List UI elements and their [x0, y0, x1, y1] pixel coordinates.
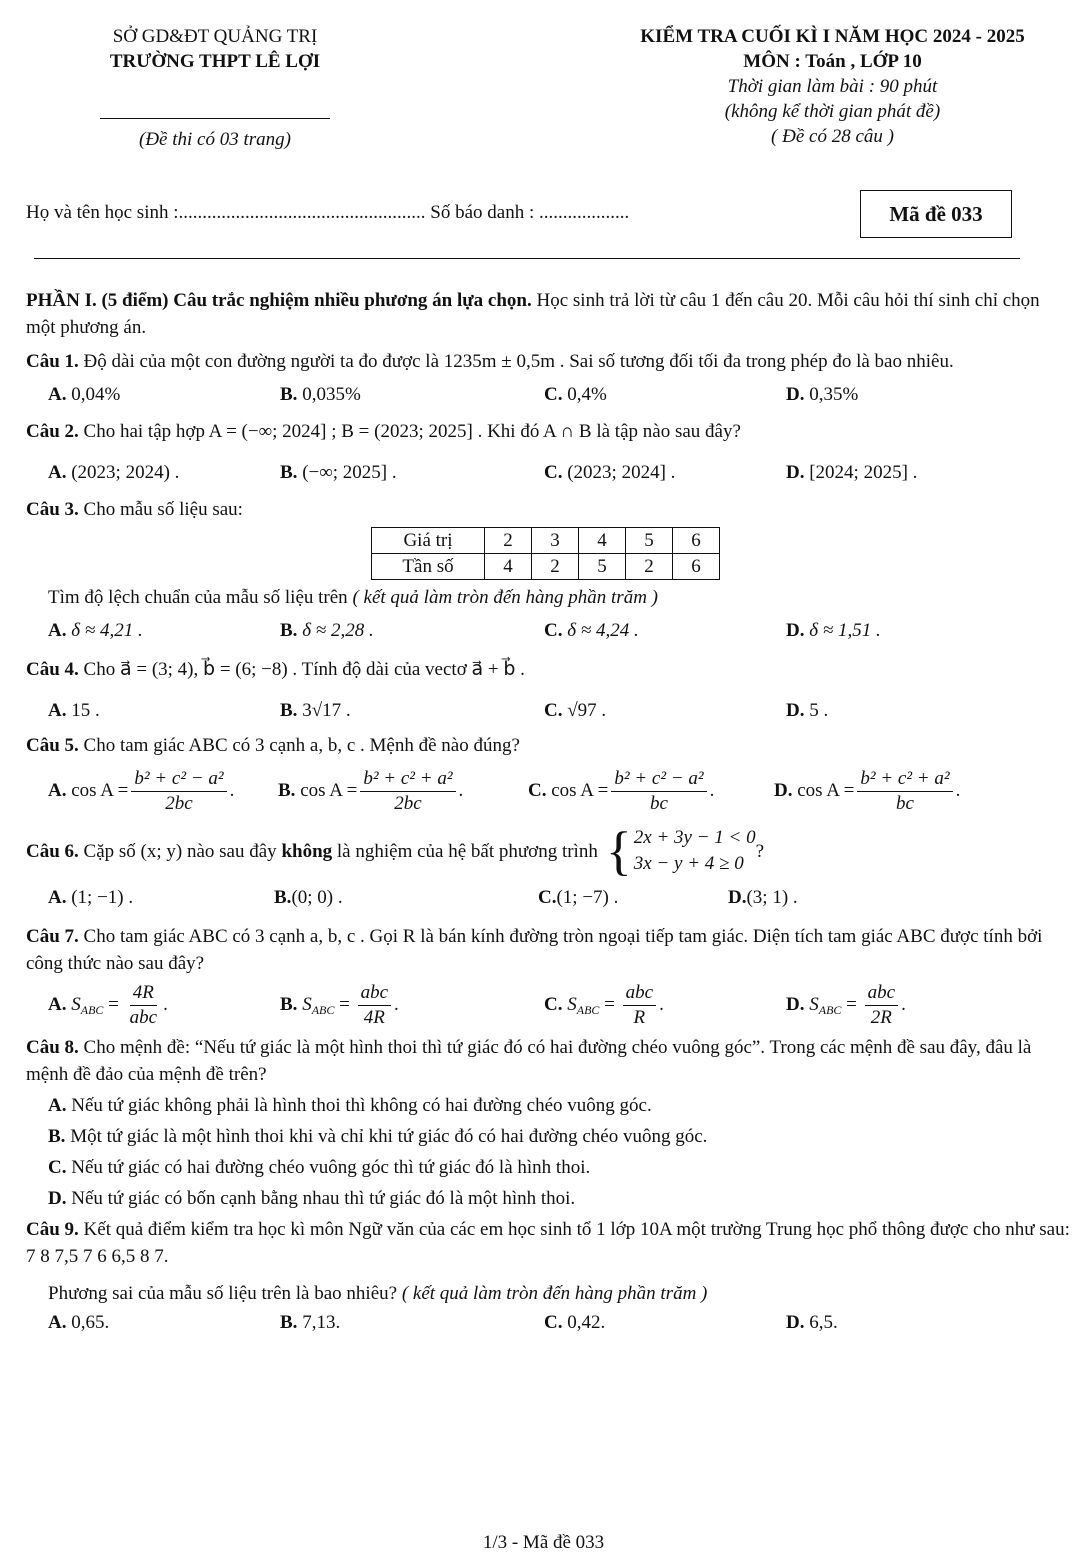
page-footer: 1/3 - Mã đề 033 [482, 1532, 605, 1553]
question-text: Cho mệnh đề: “Nếu tứ giác là một hình thoi thì tứ giác đó có hai đường chéo vuông góc”. Trong các mệnh đề sau đây, đâu là mệnh đề đảo của mệnh đề trên? [26, 1037, 1032, 1085]
question-label: Câu 6. [26, 840, 79, 862]
option-b[interactable]: B. 7,13. [280, 1312, 341, 1333]
emphasis-not: không [281, 840, 333, 862]
answer-options [26, 697, 1072, 724]
table-cell: 4 [579, 528, 626, 554]
question-6 [26, 821, 1072, 911]
question-3 [26, 496, 1072, 644]
inequality-system [605, 821, 756, 881]
part1-title: PHẦN I. (5 điểm) Câu trắc nghiệm nhiều phương án lựa chọn. [26, 290, 532, 311]
option-b[interactable]: B. (−∞; 2025] . [280, 462, 397, 483]
option-c[interactable]: C.(1; −7) . [538, 887, 619, 908]
option-c[interactable]: C. (2023; 2024] . [544, 462, 676, 483]
option-d[interactable]: D.(3; 1) . [728, 887, 798, 908]
question-label: Câu 1. [26, 351, 79, 372]
option-a[interactable]: A. 0,04% [48, 384, 121, 405]
rounding-note: ( kết quả làm tròn đến hàng phần trăm ) [352, 587, 658, 608]
header-right [580, 24, 1085, 149]
exam-time-note: (không kể thời gian phát đề) [724, 101, 941, 122]
header-divider [100, 118, 330, 119]
question-label: Câu 9. [26, 1219, 79, 1240]
question-5 [26, 732, 1072, 816]
option-c[interactable]: C. √97 . [544, 700, 607, 721]
option-b[interactable]: B. δ ≈ 2,28 . [280, 620, 374, 641]
question-text: Cho a⃗ = (3; 4), b⃗ = (6; −8) . Tính độ dài của vectơ a⃗ + b⃗ . [78, 659, 525, 680]
option-b[interactable]: B. cos A = $\frac{\text{b² + c² + a²}}{2bc}$ . [278, 768, 464, 814]
question-label: Câu 4. [26, 659, 79, 680]
option-c[interactable]: C. 0,4% [544, 384, 607, 405]
option-a[interactable]: A. (1; −1) . [48, 887, 134, 908]
question-8 [26, 1034, 1072, 1212]
question-text: Kết quả điểm kiểm tra học kì môn Ngữ văn của các em học sinh tổ 1 lớp 10A một trường Trung học phổ thông được cho như sau: 7 8 7,5 7 6 6,5 8 7. [26, 1219, 1070, 1267]
question-label: Câu 5. [26, 735, 79, 756]
answer-options [26, 981, 1072, 1030]
answer-options [26, 884, 1072, 911]
option-b[interactable]: B. $S_{ABC}$ = $\frac{\text{abc}}{4R}$ . [280, 982, 399, 1028]
exam-time: Thời gian làm bài : 90 phút [727, 76, 938, 97]
answer-options [26, 1309, 1072, 1336]
question-text: Cặp số (x; y) nào sau đây [78, 840, 282, 862]
option-a[interactable]: A. 0,65. [48, 1312, 110, 1333]
question-prompt: Phương sai của mẫu số liệu trên là bao nhiêu? [48, 1283, 402, 1304]
department-name: SỞ GD&ĐT QUẢNG TRỊ [112, 26, 318, 47]
subject-line: MÔN : Toán , LỚP 10 [743, 51, 922, 72]
question-9 [26, 1216, 1072, 1336]
option-c[interactable]: C. $S_{ABC}$ = $\frac{\text{abc}}{R}$ . [544, 982, 664, 1028]
brace-icon: { [605, 821, 632, 881]
table-cell: 4 [485, 554, 532, 580]
table-header-cell: Giá trị [372, 528, 485, 554]
question-1 [26, 348, 1072, 408]
question-text: Độ dài của một con đường người ta đo được là 1235m ± 0,5m . Sai số tương đối tối đa trong phép đo là bao nhiêu. [78, 351, 954, 372]
option-d[interactable]: D. δ ≈ 1,51 . [786, 620, 881, 641]
option-a[interactable]: A. 15 . [48, 700, 100, 721]
option-b[interactable]: B.(0; 0) . [274, 887, 343, 908]
inequality-2: 3x − y + 4 ≥ 0 [633, 853, 744, 874]
option-a[interactable]: A. (2023; 2024) . [48, 462, 180, 483]
inequality-1: 2x + 3y − 1 < 0 [633, 827, 756, 848]
frequency-table [371, 527, 720, 580]
table-cell: 6 [673, 528, 720, 554]
rounding-note: ( kết quả làm tròn đến hàng phần trăm ) [401, 1283, 708, 1304]
student-id-field[interactable]: Số báo danh : ................... [430, 202, 630, 223]
question-count: ( Đề có 28 câu ) [771, 126, 894, 147]
option-d[interactable]: D. $S_{ABC}$ = $\frac{\text{abc}}{2R}$ . [786, 982, 906, 1028]
answer-options [26, 767, 1072, 816]
question-text: Cho tam giác ABC có 3 cạnh a, b, c . Gọi R là bán kính đường tròn ngoại tiếp tam giác. Diện tích tam giác ABC được tính bởi công thức nào sau đây? [26, 926, 1043, 974]
exam-content [26, 287, 1072, 1336]
table-cell: 6 [673, 554, 720, 580]
part1-header [26, 287, 1072, 341]
option-b[interactable]: B. 3√17 . [280, 700, 351, 721]
student-info [26, 202, 629, 224]
page-count-note: (Đề thi có 03 trang) [139, 129, 291, 150]
question-2 [26, 418, 1072, 486]
student-name-field[interactable]: Họ và tên học sinh :.................................................... [26, 202, 426, 223]
table-cell: 5 [626, 528, 673, 554]
table-header-cell: Tần số [372, 554, 485, 580]
table-cell: 2 [626, 554, 673, 580]
option-d[interactable]: D. 6,5. [786, 1312, 838, 1333]
option-d[interactable]: D. cos A = $\frac{\text{b² + c² + a²}}{bc}$ . [774, 768, 961, 814]
school-name: TRƯỜNG THPT LÊ LỢI [109, 51, 321, 72]
option-c[interactable]: C. Nếu tứ giác có hai đường chéo vuông góc thì tứ giác đó là hình thoi. [48, 1157, 591, 1178]
question-4 [26, 656, 1072, 724]
answer-options [26, 617, 1072, 644]
table-cell: 2 [485, 528, 532, 554]
header-left [100, 24, 330, 152]
question-text: Cho tam giác ABC có 3 cạnh a, b, c . Mệnh đề nào đúng? [78, 735, 520, 756]
table-cell: 2 [532, 554, 579, 580]
option-d[interactable]: D. Nếu tứ giác có bốn cạnh bằng nhau thì tứ giác đó là một hình thoi. [48, 1188, 576, 1209]
option-a[interactable]: A. $S_{ABC}$ = $\frac{4R}{\text{abc}}$ . [48, 982, 168, 1028]
option-d[interactable]: D. 5 . [786, 700, 829, 721]
question-label: Câu 2. [26, 421, 79, 442]
section-divider [34, 258, 1020, 259]
table-cell: 5 [579, 554, 626, 580]
option-b[interactable]: B. 0,035% [280, 384, 361, 405]
part1-intro: Học sinh trả lời từ câu 1 đến câu 20. Mỗi câu hỏi thí sinh chỉ chọn một phương án. [26, 290, 1040, 338]
question-label: Câu 3. [26, 499, 79, 520]
option-c[interactable]: C. δ ≈ 4,24 . [544, 620, 639, 641]
option-a[interactable]: A. cos A = $\frac{\text{b² + c² − a²}}{2bc}$ . [48, 768, 235, 814]
question-mark: ? [755, 840, 765, 862]
question-text-end: là nghiệm của hệ bất phương trình [332, 840, 598, 862]
option-d[interactable]: D. 0,35% [786, 384, 859, 405]
exam-title: KIỂM TRA CUỐI KÌ I NĂM HỌC 2024 - 2025 [640, 26, 1025, 47]
option-c[interactable]: C. cos A = $\frac{\text{b² + c² − a²}}{bc}$ . [528, 768, 715, 814]
question-prompt: Tìm độ lệch chuẩn của mẫu số liệu trên [48, 587, 353, 608]
question-text: Cho mẫu số liệu sau: [78, 499, 243, 520]
answer-options [26, 459, 1072, 486]
table-cell: 3 [532, 528, 579, 554]
table-row [372, 554, 720, 580]
table-row [372, 528, 720, 554]
exam-code-box: Mã đề 033 [860, 190, 1012, 238]
question-label: Câu 8. [26, 1037, 79, 1058]
question-label: Câu 7. [26, 926, 79, 947]
option-a[interactable]: A. δ ≈ 4,21 . [48, 620, 143, 641]
option-a[interactable]: A. Nếu tứ giác không phải là hình thoi thì không có hai đường chéo vuông góc. [48, 1095, 652, 1116]
answer-options [26, 381, 1072, 408]
question-text: Cho hai tập hợp A = (−∞; 2024] ; B = (2023; 2025] . Khi đó A ∩ B là tập nào sau đây? [78, 421, 741, 442]
option-b[interactable]: B. Một tứ giác là một hình thoi khi và chỉ khi tứ giác đó có hai đường chéo vuông góc. [48, 1126, 708, 1147]
question-7 [26, 923, 1072, 1030]
option-c[interactable]: C. 0,42. [544, 1312, 606, 1333]
option-d[interactable]: D. [2024; 2025] . [786, 462, 918, 483]
